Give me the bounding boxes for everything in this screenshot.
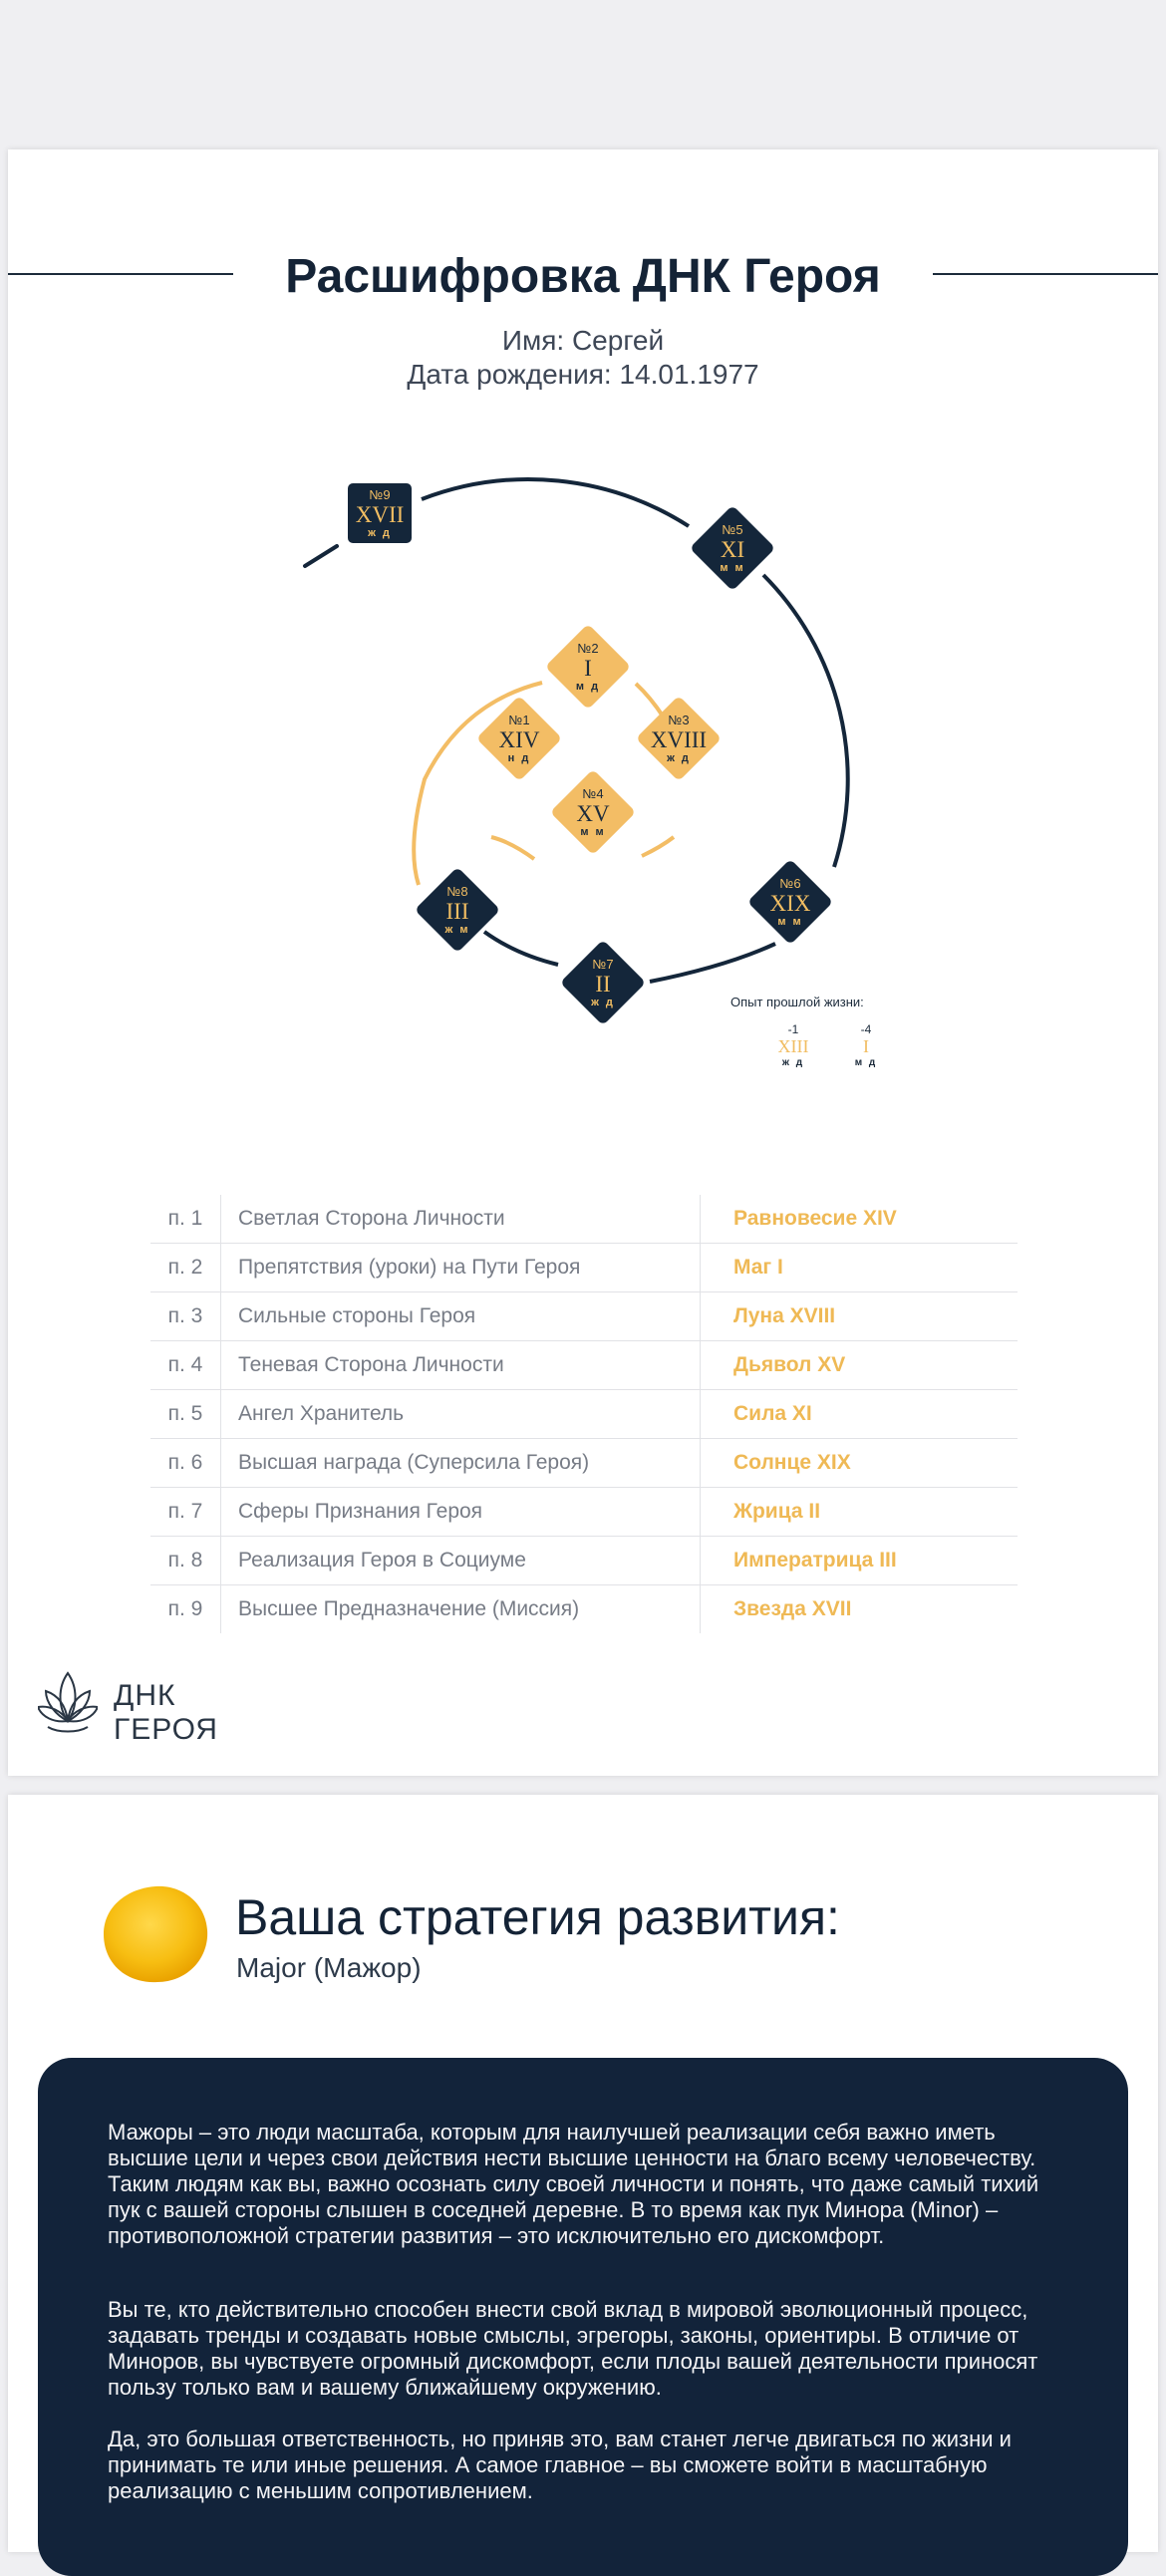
strategy-subtitle: Major (Мажор) bbox=[236, 1952, 422, 1983]
dna-node-5: №5 XI м м bbox=[690, 505, 775, 591]
page-title: Расшифровка ДНК Героя bbox=[285, 250, 881, 303]
dna-node-6: №6 XIX м м bbox=[747, 859, 833, 945]
table-row: п. 3 Сильные стороны Героя Луна XVIII bbox=[150, 1292, 1018, 1341]
dna-node-7: №7 II ж д bbox=[560, 940, 646, 1025]
name-line: Имя: Сергей bbox=[501, 325, 665, 356]
dna-node-3: №3 XVIII ж д bbox=[636, 696, 722, 781]
strategy-paragraph: Да, это большая ответственность, но приняв это, вам станет легче двигаться по жизни и принимать те или иные решения. А самое главное – вы сможете войти в масштабную реализацию с меньшим сопротивлением. bbox=[108, 2427, 1012, 2503]
table-row: п. 7 Сферы Признания Героя Жрица II bbox=[150, 1488, 1018, 1537]
logo-text: ДНК ГЕРОЯ bbox=[114, 1679, 218, 1746]
past-life-title: Опыт прошлой жизни: bbox=[730, 995, 864, 1009]
past-life-block bbox=[730, 995, 910, 1068]
dna-node-4: №4 XV м м bbox=[550, 769, 636, 855]
table-row: п. 4 Теневая Сторона Личности Дьявол XV bbox=[150, 1341, 1018, 1390]
arcana-table bbox=[150, 1195, 1018, 1633]
strategy-paragraph: Мажоры – это люди масштаба, которым для наилучшей реализации себя важно иметь высшие цели и через свои действия нести высшие ценности на благо всему человечеству. Таким людям как вы, важно осознать силу своей личности и понять, что даже самый тихий пук с вашей стороны слышен в соседней деревне. В то время как пук Минора (Minor) – противоположной стратегии развития – это исключительно его дискомфорт. bbox=[108, 2120, 1039, 2248]
dna-node-9: №9 XVII ж д bbox=[337, 470, 423, 556]
table-row: п. 6 Высшая награда (Суперсила Героя) Солнце XIX bbox=[150, 1439, 1018, 1488]
past-life-item: -4 I м д bbox=[854, 1022, 878, 1068]
birth-date-line: Дата рождения: 14.01.1977 bbox=[407, 359, 759, 390]
table-row: п. 9 Высшее Предназначение (Миссия) Звезда XVII bbox=[150, 1585, 1018, 1633]
strategy-card bbox=[8, 1795, 1158, 2552]
sun-icon bbox=[100, 1882, 211, 1986]
table-row: п. 1 Светлая Сторона Личности Равновесие XIV bbox=[150, 1195, 1018, 1244]
table-row: п. 5 Ангел Хранитель Сила XI bbox=[150, 1390, 1018, 1439]
table-row: п. 2 Препятствия (уроки) на Пути Героя Маг I bbox=[150, 1244, 1018, 1292]
dna-node-1: №1 XIV н д bbox=[476, 696, 562, 781]
dnk-logo bbox=[38, 1669, 237, 1749]
table-row: п. 8 Реализация Героя в Социуме Императрица III bbox=[150, 1537, 1018, 1585]
strategy-paragraph: Вы те, кто действительно способен внести свой вклад в мировой эволюционный процесс, задавать тренды и создавать новые смыслы, эгрегоры, законы, ориентиры. В отличие от Миноров, вы чувствуете огромный дискомфорт, если плоды вашей деятельности приносят пользу только вам и вашему ближайшему окружению. bbox=[108, 2297, 1038, 2400]
strategy-title: Ваша стратегия развития: bbox=[235, 1889, 840, 1945]
dna-node-2: №2 I м д bbox=[545, 624, 631, 710]
dna-node-8: №8 III ж м bbox=[415, 867, 500, 953]
strategy-description-panel bbox=[38, 2058, 1128, 2576]
lotus-icon bbox=[38, 1669, 98, 1739]
dna-report-card bbox=[8, 149, 1158, 1776]
past-life-item: -1 XIII ж д bbox=[777, 1022, 809, 1068]
